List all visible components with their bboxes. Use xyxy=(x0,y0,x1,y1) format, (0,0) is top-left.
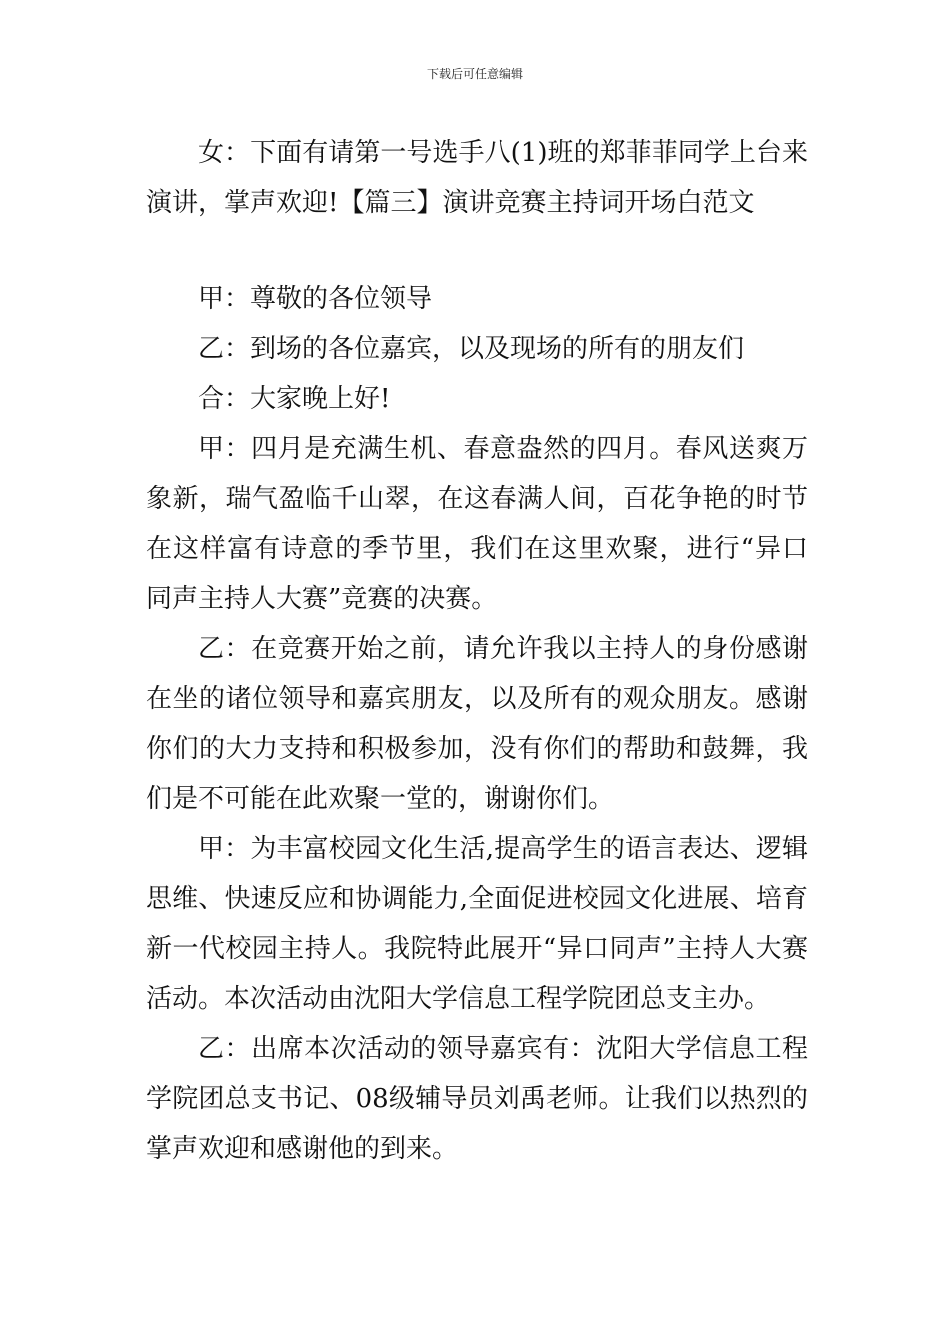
paragraph: 甲：为丰富校园文化生活,提高学生的语言表达、逻辑思维、快速反应和协调能力,全面促进校园文化进展、培育新一代校园主持人。我院特此展开“异口同声”主持人大赛活动。本次活动由沈阳大学信息工程学院团总支主办。 xyxy=(146,834,808,1014)
paragraph: 乙：到场的各位嘉宾，以及现场的所有的朋友们 xyxy=(198,334,745,364)
document-body xyxy=(146,128,808,1174)
paragraph: 甲：四月是充满生机、春意盎然的四月。春风送爽万象新，瑞气盈临千山翠，在这春满人间，百花争艳的时节在这样富有诗意的季节里，我们在这里欢聚，进行“异口同声主持人大赛”竞赛的决赛。 xyxy=(146,434,808,614)
page-header-note: 下载后可任意编辑 xyxy=(426,67,523,81)
paragraph: 乙：出席本次活动的领导嘉宾有：沈阳大学信息工程学院团总支书记、08级辅导员刘禹老师。让我们以热烈的掌声欢迎和感谢他的到来。 xyxy=(146,1034,808,1164)
paragraph: 合：大家晚上好! xyxy=(198,384,391,414)
paragraph: 女：下面有请第一号选手八(1)班的郑菲菲同学上台来演讲，掌声欢迎!【篇三】演讲竞赛主持词开场白范文 xyxy=(146,138,808,218)
paragraph: 乙：在竞赛开始之前，请允许我以主持人的身份感谢在坐的诸位领导和嘉宾朋友，以及所有的观众朋友。感谢你们的大力支持和积极参加，没有你们的帮助和鼓舞，我们是不可能在此欢聚一堂的，谢谢你们。 xyxy=(146,634,808,814)
paragraph: 甲：尊敬的各位领导 xyxy=(198,284,433,314)
